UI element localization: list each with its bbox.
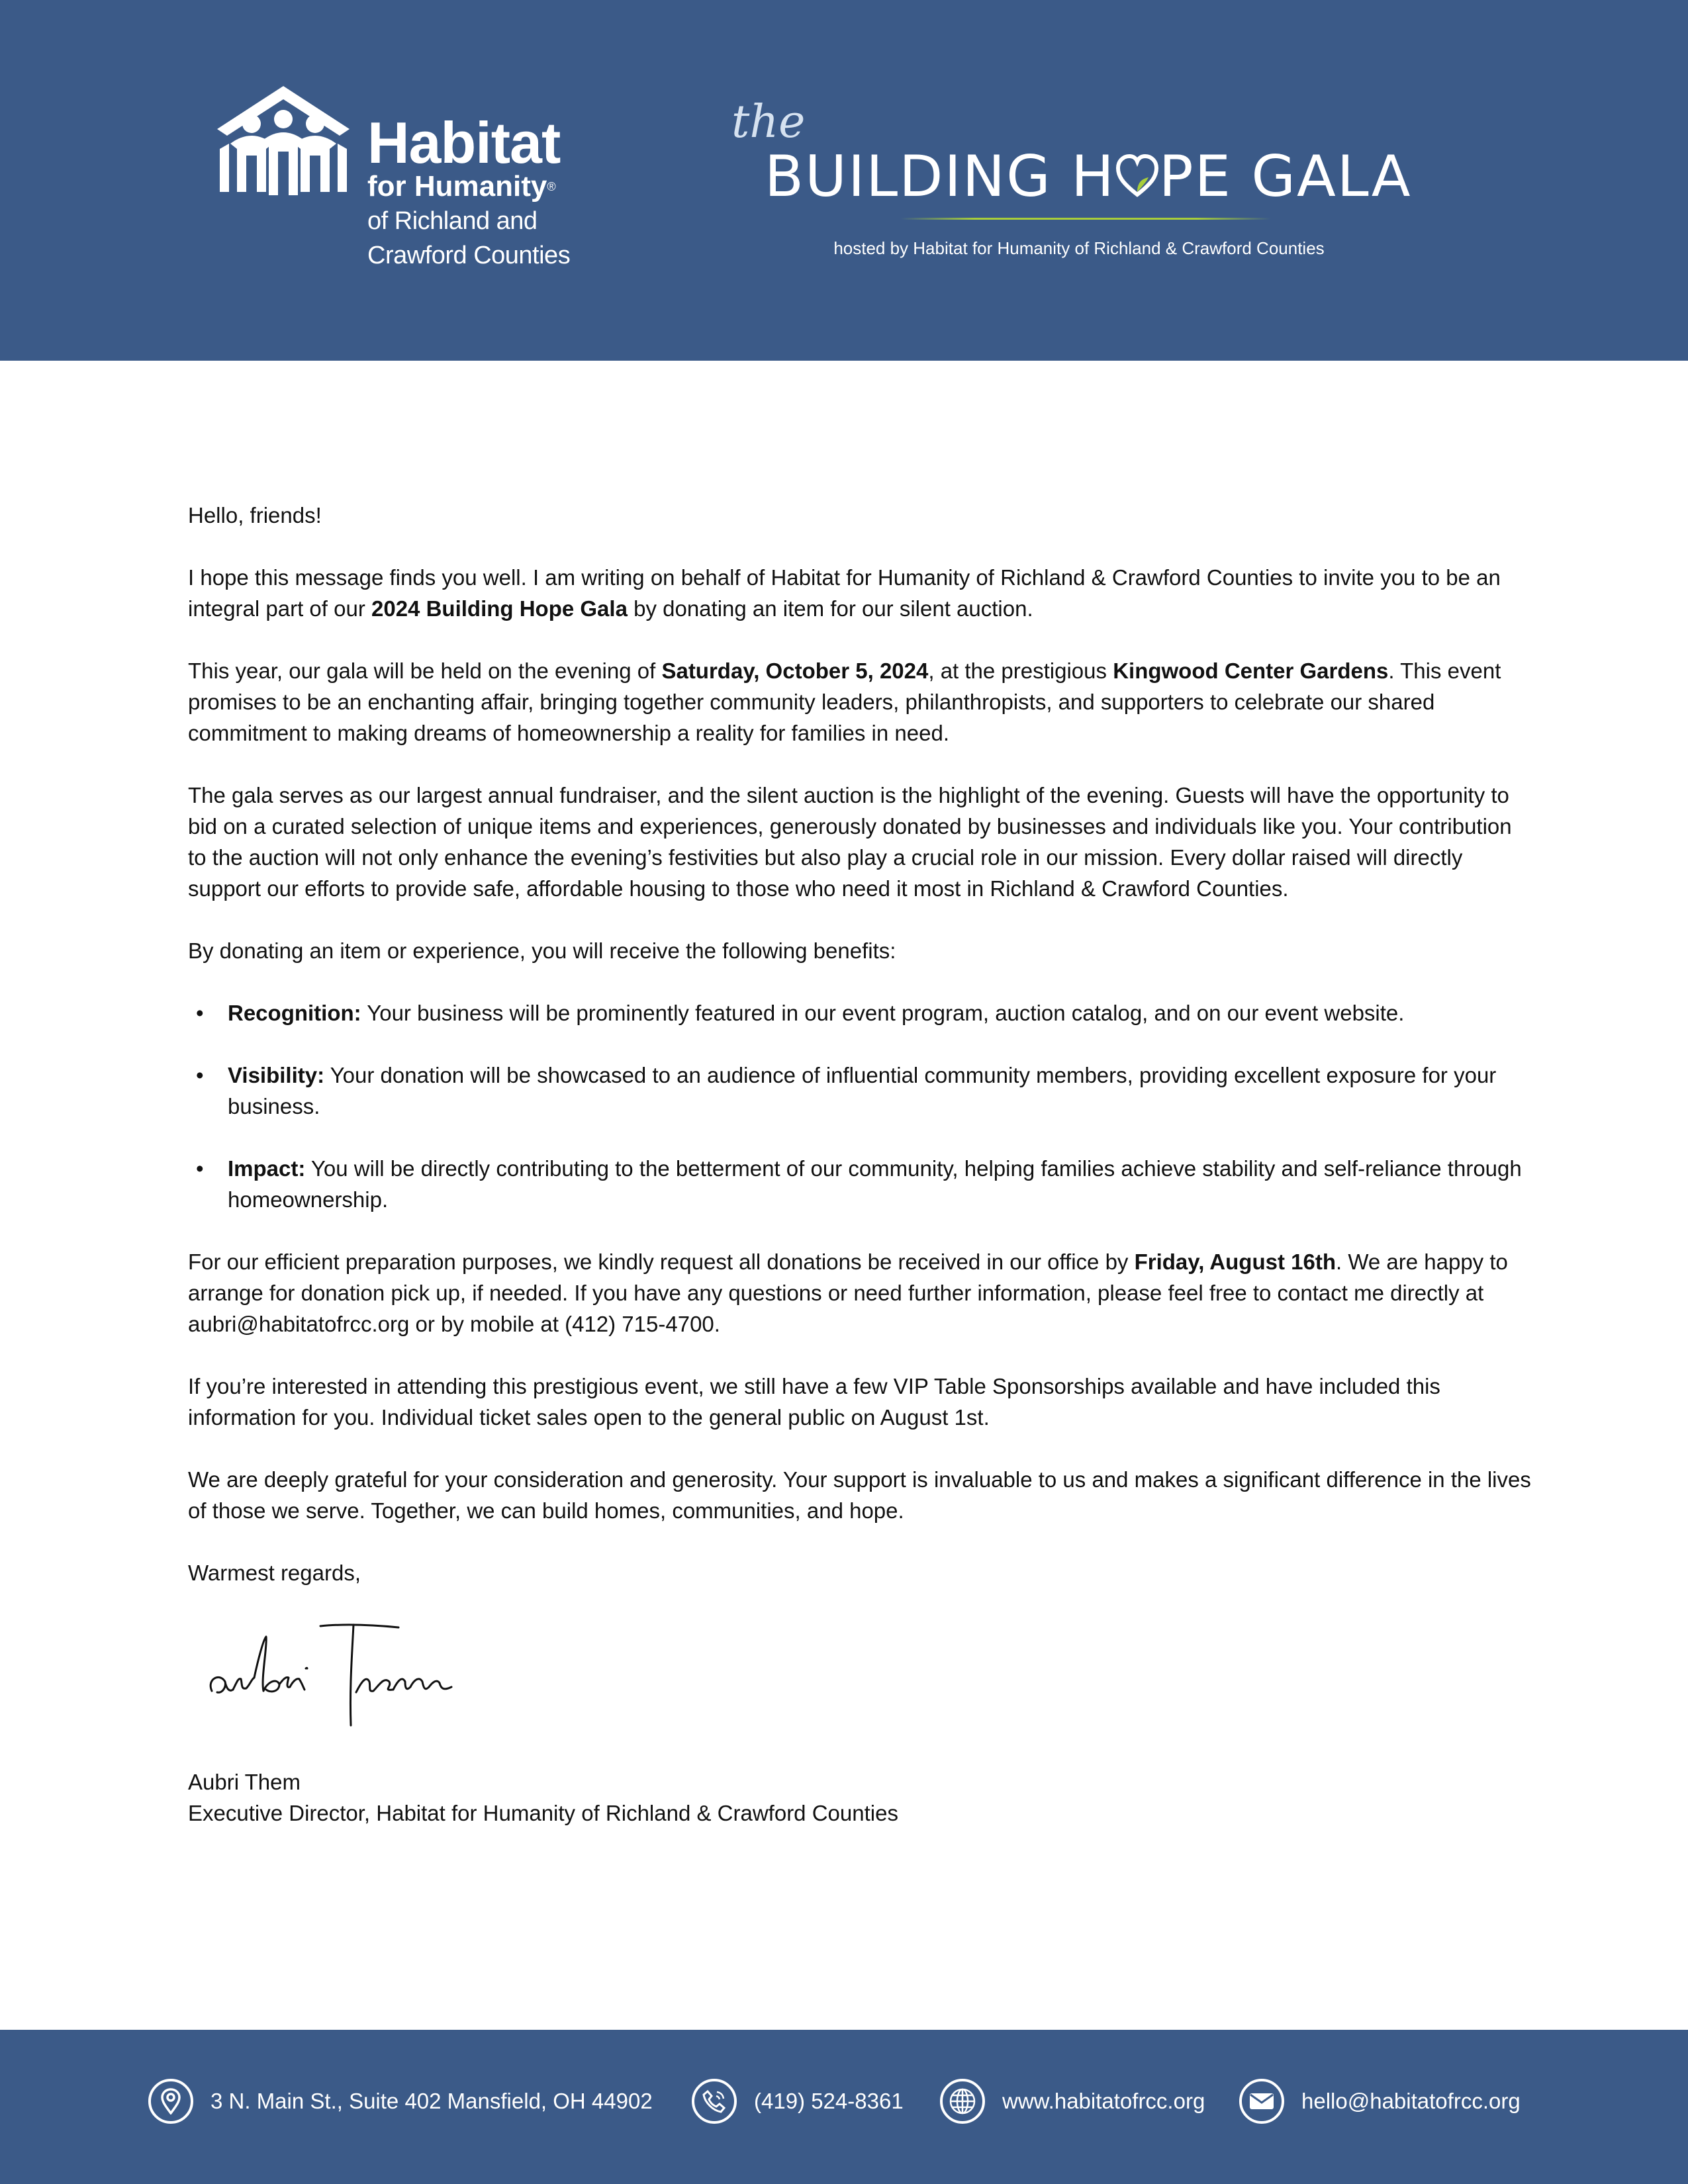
signer-title: Executive Director, Habitat for Humanity of Richland & Crawford Counties [188, 1801, 898, 1825]
p2-date: Saturday, October 5, 2024 [661, 659, 929, 683]
gala-logo [728, 96, 1430, 268]
logo-line3: of Richland and [367, 207, 538, 235]
envelope-icon [1239, 2079, 1284, 2124]
benefit-label: Recognition: [228, 1001, 361, 1025]
habitat-logo-text [367, 110, 571, 272]
address-text: 3 N. Main St., Suite 402 Mansfield, OH 44902 [211, 2089, 653, 2113]
logo-subtitle-line [367, 170, 570, 203]
benefit-label: Impact: [228, 1156, 306, 1181]
paragraph-invitation [188, 562, 1532, 624]
heart-o-icon [1115, 152, 1159, 199]
letter-body [188, 500, 1532, 1829]
paragraph-fundraiser: The gala serves as our largest annual fundraiser, and the silent auction is the highlight of the evening. Guests will have the opportunity to bid on a curated selection of unique items and experiences, generously donated by businesses and individuals like you. Your contribution to the auction will not only enhance the evening’s festivities but also play a crucial role in our mission. Every dollar raised will directly support our efforts to provide safe, affordable housing to those who need it most in Richland & Crawford Counties. [188, 783, 1512, 901]
footer-website[interactable] [940, 2078, 1205, 2124]
email-text: hello@habitatofrcc.org [1301, 2089, 1521, 2113]
list-item [188, 1153, 1532, 1215]
paragraph-benefits-intro: By donating an item or experience, you will receive the following benefits: [188, 938, 896, 963]
registered-mark: ® [547, 180, 556, 193]
phone-icon [692, 2079, 737, 2124]
footer-phone[interactable] [692, 2078, 904, 2124]
location-pin-icon [148, 2079, 193, 2124]
footer-email[interactable] [1239, 2078, 1521, 2124]
gala-title-part1: BUILDING H [765, 144, 1115, 210]
paragraph-gratitude: We are deeply grateful for your consideration and generosity. Your support is invaluable to us and makes a significant difference in the lives of those we serve. Together, we can build homes, communities, and hope. [188, 1467, 1531, 1523]
p5-text-a: For our efficient preparation purposes, we kindly request all donations be received in our office by [188, 1250, 1135, 1274]
gala-divider [900, 218, 1271, 220]
signature [200, 1613, 1532, 1739]
p5-text-b: . We are happy to arrange for donation pick up, if needed. If you have any questions or need further information, please feel free to contact me directly at aubri@habitatofrcc.org or by mobile at (412) 715-4700. [188, 1250, 1508, 1336]
paragraph-deadline [188, 1246, 1532, 1340]
benefit-text: Your donation will be showcased to an audience of influential community members, providing excellent exposure for your business. [228, 1063, 1497, 1118]
header-band [0, 0, 1688, 361]
gala-prefix: the [731, 96, 806, 148]
benefit-label: Visibility: [228, 1063, 325, 1087]
gala-hosted-by: hosted by Habitat for Humanity of Richland & Crawford Counties [833, 238, 1325, 258]
house-people-logo-icon [211, 83, 356, 202]
greeting: Hello, friends! [188, 503, 322, 527]
gala-title [765, 144, 1412, 210]
p2-text-a: This year, our gala will be held on the evening of [188, 659, 662, 683]
closing: Warmest regards, [188, 1561, 361, 1585]
benefit-text: Your business will be prominently featured in our event program, auction catalog, and on our event website. [361, 1001, 1405, 1025]
p2-venue: Kingwood Center Gardens [1113, 659, 1389, 683]
globe-icon [940, 2079, 985, 2124]
p1-text-b: by donating an item for our silent auction. [627, 596, 1033, 621]
footer-address [148, 2078, 653, 2124]
bullet: • [196, 1001, 204, 1025]
logo-line4: Crawford Counties [367, 242, 571, 269]
list-item [188, 1060, 1532, 1122]
paragraph-sponsorship: If you’re interested in attending this prestigious event, we still have a few VIP Table Sponsorships available and have included this information for you. Individual ticket sales open to the general public on August 1st. [188, 1374, 1440, 1430]
habitat-logo [211, 83, 581, 275]
benefits-list [188, 997, 1532, 1215]
benefit-text: You will be directly contributing to the betterment of our community, helping families achieve stability and self-reliance through homeownership. [228, 1156, 1522, 1212]
bullet: • [196, 1063, 204, 1087]
p5-deadline: Friday, August 16th [1134, 1250, 1336, 1274]
p2-text-b: , at the prestigious [928, 659, 1113, 683]
p1-bold: 2024 Building Hope Gala [371, 596, 628, 621]
paragraph-event [188, 655, 1532, 749]
p1-text-a: I hope this message finds you well. I am writing on behalf of Habitat for Humanity of Richland & Crawford Counties to invite you to be an integral part of our [188, 565, 1501, 621]
p2-text-c: . This event promises to be an enchanting affair, bringing together community leaders, philanthropists, and supporters to celebrate our shared commitment to making dreams of homeownership a reality for families in need. [188, 659, 1501, 745]
logo-name: Habitat [367, 110, 561, 175]
signer-name: Aubri Them [188, 1770, 301, 1794]
list-item [188, 997, 1532, 1028]
handwritten-signature-image [200, 1613, 478, 1732]
website-text: www.habitatofrcc.org [1002, 2089, 1205, 2113]
gala-title-part2: PE GALA [1158, 144, 1412, 210]
bullet: • [196, 1156, 204, 1181]
phone-text: (419) 524-8361 [754, 2089, 904, 2113]
logo-line2: for Humanity [367, 170, 547, 203]
